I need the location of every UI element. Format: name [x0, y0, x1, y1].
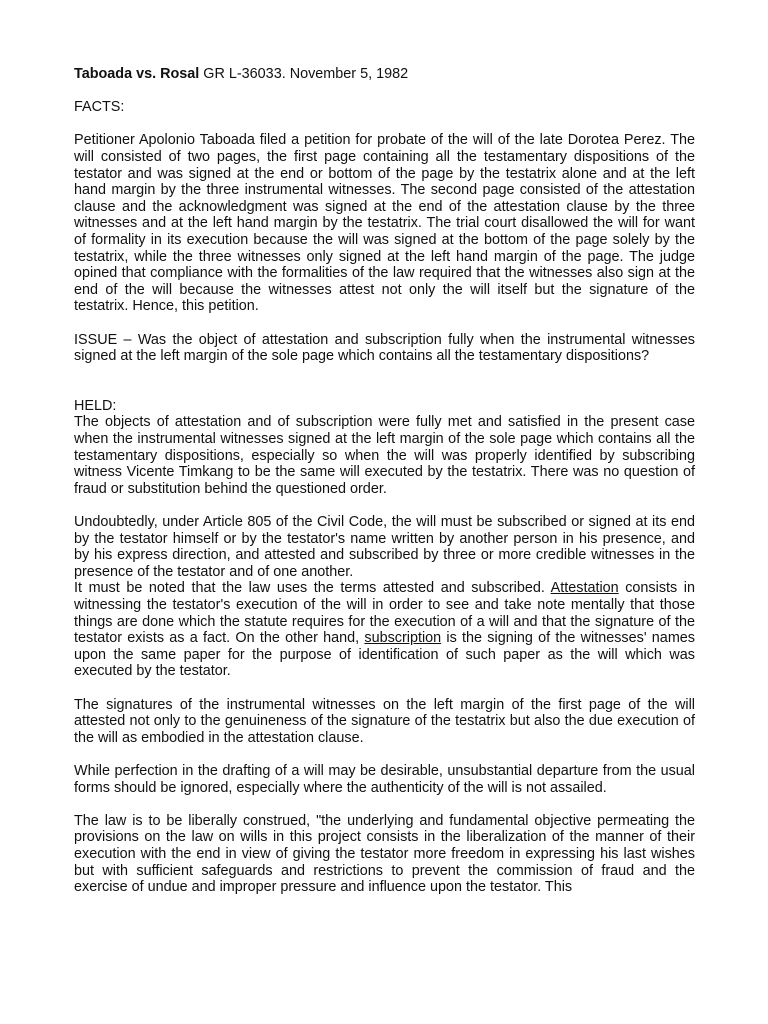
held-p3-intro: It must be noted that the law uses the terms attested and subscribed.: [74, 580, 551, 597]
held-paragraph-4: The signatures of the instrumental witnesses on the left margin of the first page of the will attested not only to the genuineness of the signature of the testatrix but also the due execution of the will as embodied in the attestation clause.: [74, 696, 695, 746]
held-paragraph-6: The law is to be liberally construed, "the underlying and fundamental objective permeating the provisions on the law on wills in this project consists in the liberalization of the manner of their execution with the end in view of giving the testator more freedom in expressing his last wishes but with sufficient safeguards and restrictions to prevent the commission of fraud and the exercise of undue and improper pressure and influence upon the testator. This: [74, 812, 695, 896]
case-name: Taboada vs. Rosal: [74, 66, 200, 82]
held-paragraph-2: Undoubtedly, under Article 805 of the Civil Code, the will must be subscribed or signed at its end by the testator himself or by the testator's name written by another person in his presence, and by his express direction, and attested and subscribed by three or more credible witnesses in the presence of the testator and of one another.: [74, 514, 695, 580]
subscription-term: subscription: [364, 630, 442, 647]
held-heading: HELD:: [74, 397, 117, 414]
held-paragraph-5: While perfection in the drafting of a will may be desirable, unsubstantial departure from the usual forms should be ignored, especially where the authenticity of the will is not assailed.: [74, 762, 695, 796]
document-page: [74, 66, 695, 912]
facts-heading: FACTS:: [74, 99, 125, 116]
held-p3-end: is the signing of the witnesses' names upon the same paper for the purpose of identification of such paper as the will which was executed by the testator.: [74, 630, 695, 680]
case-citation: GR L-36033. November 5, 1982: [199, 66, 409, 82]
held-p3-middle: consists in witnessing the testator's execution of the will in order to see and take note mentally that those things are done which the statute requires for the execution of a will and that the signature of the testator exists as a fact. On the other hand,: [74, 580, 695, 647]
facts-paragraph: Petitioner Apolonio Taboada filed a petition for probate of the will of the late Dorotea Perez. The will consisted of two pages, the first page containing all the testamentary dispositions of the testator and was signed at the end or bottom of the page by the testatrix alone and at the left hand margin by the three instrumental witnesses. The second page consisted of the attestation clause and the acknowledgment was signed at the end of the attestation clause by the three witnesses and at the left hand margin by the testatrix. The trial court disallowed the will for want of formality in its execution because the will was signed at the bottom of the page solely by the testatrix, while the three witnesses only signed at the left hand margin of the page. The judge opined that compliance with the formalities of the law required that the witnesses also sign at the end of the will because the witnesses attest not only the will itself but the signature of the testatrix. Hence, this petition.: [74, 132, 695, 315]
case-title: [74, 66, 695, 83]
issue-paragraph: ISSUE – Was the object of attestation and subscription fully when the instrumental witnesses signed at the left margin of the sole page which contains all the testamentary dispositions?: [74, 331, 695, 365]
held-paragraph-3: [74, 580, 695, 680]
attestation-term: Attestation: [550, 580, 619, 597]
held-paragraph-1: The objects of attestation and of subscription were fully met and satisfied in the present case when the instrumental witnesses signed at the left margin of the sole page which contains all the testamentary dispositions, especially so when the will was properly identified by subscribing witness Vicente Timkang to be the same will executed by the testatrix. There was no question of fraud or substitution behind the questioned order.: [74, 414, 695, 497]
